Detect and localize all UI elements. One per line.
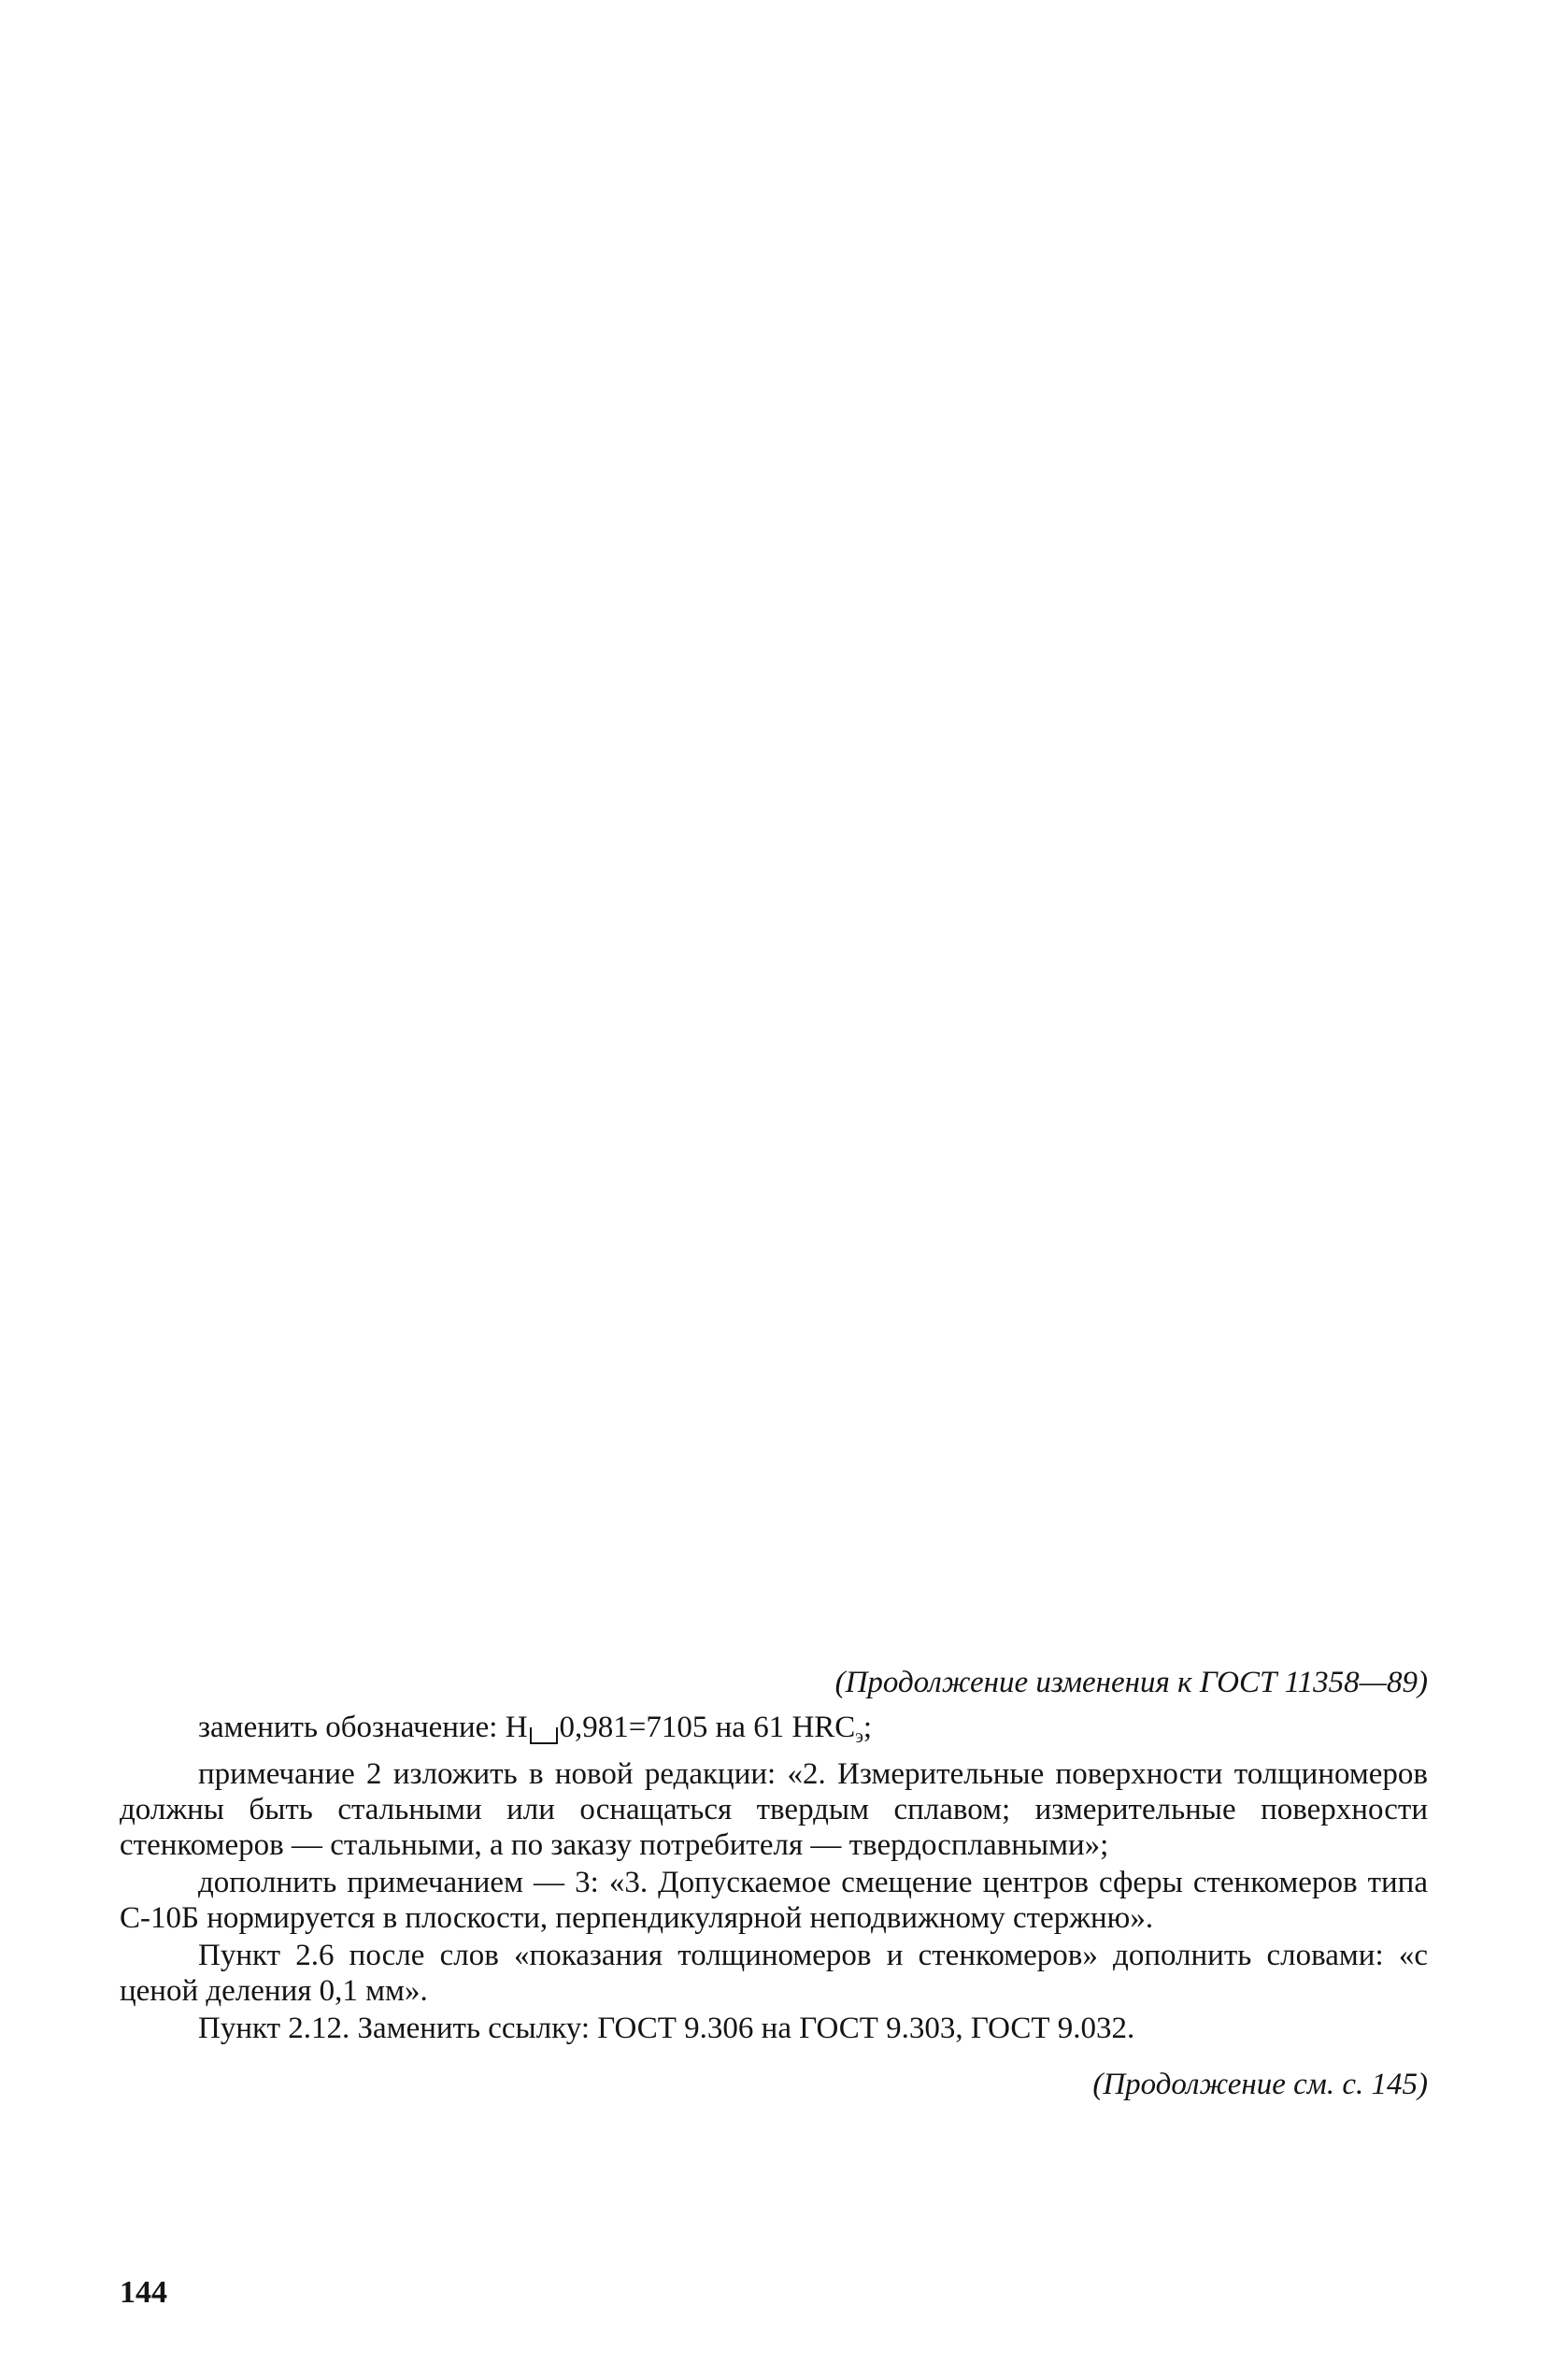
continuation-header: (Продолжение изменения к ГОСТ 11358—89) [834,1666,1428,1699]
continuation-footer: (Продолжение см. с. 145) [1092,2068,1428,2101]
paragraph-item-2-6: Пункт 2.6 после слов «показания толщиномеров и стенкомеров» дополнить словами: «с ценой деления 0,1 мм». [120,1939,1428,2008]
paragraph-note-2: примечание 2 изложить в новой редакции: «2. Измерительные поверхности толщиномеров должны быть стальными или оснащаться твердым сплавом; измерительные поверхности стенкомеров — стальными, а по заказу потребителя — твердосплавными»; [120,1757,1428,1862]
designation-prefix: заменить обозначение: H [198,1711,528,1744]
paragraph-designation [120,1710,1428,1754]
designation-subscript: э [855,1726,863,1747]
paragraph-note-3: дополнить примечанием — 3: «3. Допускаемое смещение центров сферы стенкомеров типа С-10Б нормируется в плоскости, перпендикулярной неподвижному стержню». [120,1866,1428,1935]
text-block [120,1665,1428,2102]
paragraph-item-2-12: Пункт 2.12. Заменить ссылку: ГОСТ 9.306 на ГОСТ 9.303, ГОСТ 9.032. [198,2012,1135,2045]
designation-suffix: ; [862,1711,873,1744]
formula-box-symbol [530,1727,558,1744]
designation-middle: 0,981=7105 на 61 HRC [559,1711,856,1744]
page-number: 144 [120,2275,167,2310]
